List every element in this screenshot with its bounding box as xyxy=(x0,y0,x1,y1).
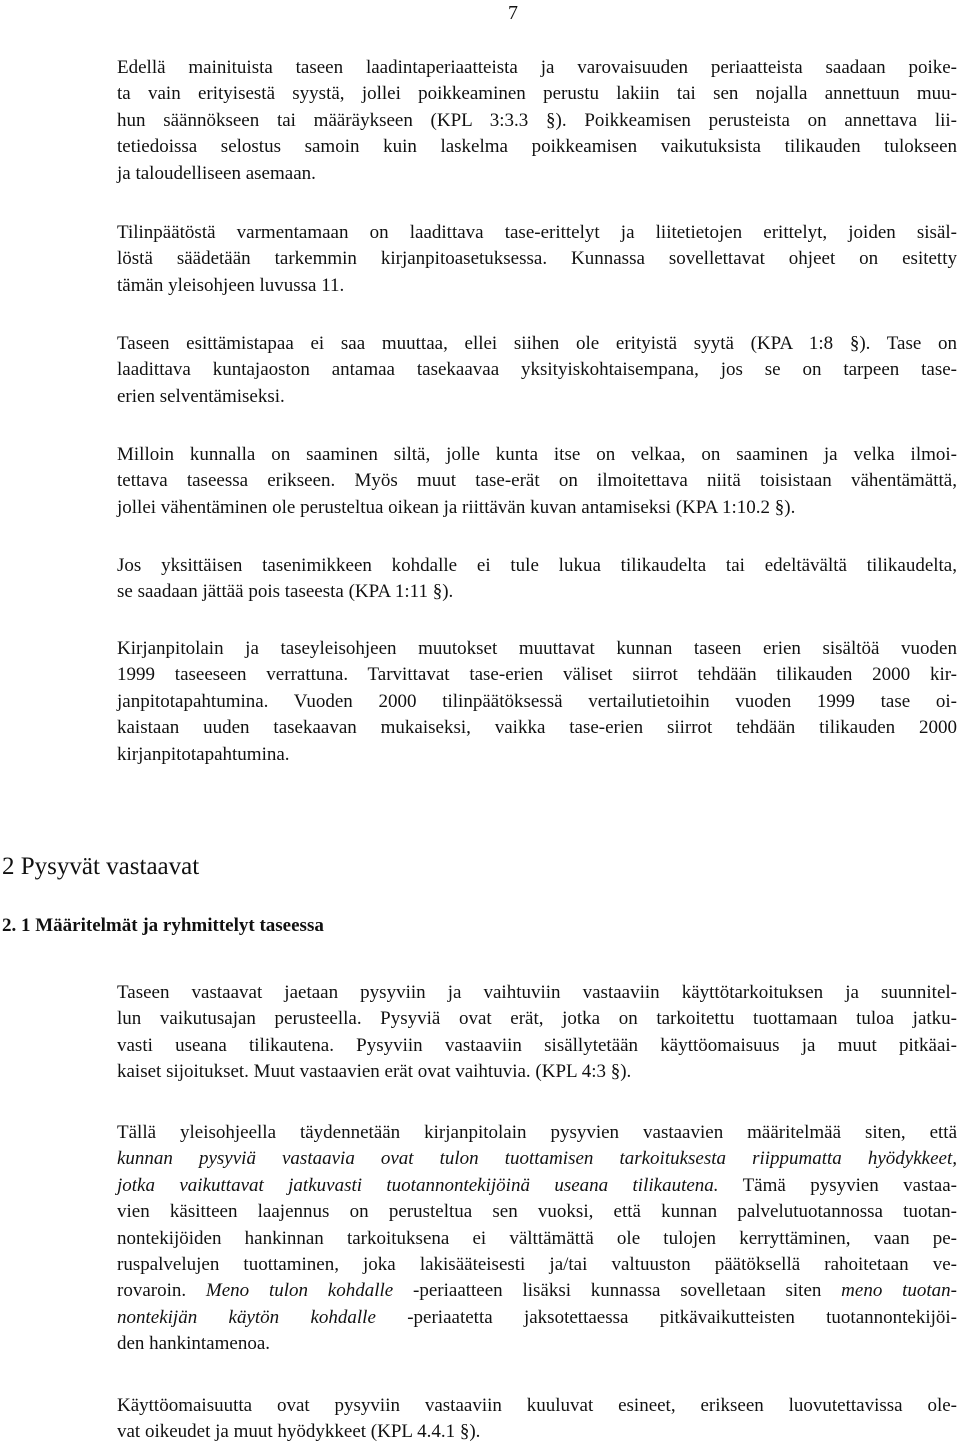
text-line: vien käsitteen laajennus on perusteltua sen vuoksi, että kunnan palvelutuotannossa tuotan- xyxy=(117,1201,957,1223)
paragraph-receivables xyxy=(117,442,957,521)
text-line: Käyttöomaisuutta ovat pysyviin vastaaviin kuuluvat esineet, erikseen luovutettavissa ole- xyxy=(117,1395,957,1416)
text-line: tetiedoissa selostus samoin kuin laskelma poikkeamisen vaikutuksista tilikauden tulokseen xyxy=(117,136,957,158)
text-line: kirjanpitotapahtumina. xyxy=(117,743,290,765)
text-line: Taseen esittämistapaa ei saa muuttaa, ellei siihen ole erityistä syytä (KPA 1:8 §). Tase on xyxy=(117,333,957,354)
text-line: Edellä mainituista taseen laadintaperiaatteista ja varovaisuuden periaatteista saadaan poike- xyxy=(117,57,957,78)
text-line xyxy=(117,1146,957,1172)
page-number: 7 xyxy=(508,2,518,24)
text-line: ja taloudelliseen asemaan. xyxy=(117,162,316,184)
text-line: Taseen vastaavat jaetaan pysyviin ja vaihtuviin vastaaviin käyttötarkoituksen ja suunnitel- xyxy=(117,982,957,1003)
text-line: kaistaan uuden tasekaavan mukaiseksi, vaikka tase-erien siirrot tehdään tilikauden 2000 xyxy=(117,717,957,739)
text-line: vasti useana tilikautena. Pysyviin vastaaviin sisällytetään käyttöomaisuus ja muut pitkäai- xyxy=(117,1034,957,1056)
text-line: hun säännökseen tai määräykseen (KPL 3:3.3 §). Poikkeamisen perusteista on annettava lii- xyxy=(117,109,957,131)
text-line: vat oikeudet ja muut hyödykkeet (KPL 4.4.1 §). xyxy=(117,1421,481,1443)
paragraph-definition xyxy=(117,980,957,1086)
text-line: ruspalvelujen tuottaminen, joka lakisääteisesti ja/tai valtuuston päätöksellä rahoitetaan ve- xyxy=(117,1254,957,1276)
text-line: tämän yleisohjeen luvussa 11. xyxy=(117,274,345,296)
text-fragment: rovaroin. xyxy=(117,1280,206,1302)
paragraph-changes xyxy=(117,636,957,768)
paragraph-verification xyxy=(117,220,957,299)
text-line: Milloin kunnalla on saaminen siltä, jolle kunta itse on velkaa, on saaminen ja velka ilmoi- xyxy=(117,444,957,465)
text-line: kaiset sijoitukset. Muut vastaavien erät ovat vaihtuvia. (KPL 4:3 §). xyxy=(117,1061,632,1083)
text-line: laadittava kuntajaoston antamaa tasekaavaa yksityiskohtaisempana, jos se on tarpeen tase- xyxy=(117,359,957,381)
text-line: se saadaan jättää pois taseesta (KPA 1:11 §). xyxy=(117,581,454,603)
text-line xyxy=(117,1305,957,1331)
text-line: lun vaikutusajan perusteella. Pysyviä ovat erät, jotka on tarkoitettu tuottamaan tuloa jatku- xyxy=(117,1008,957,1030)
subsection-heading: 2. 1 Määritelmät ja ryhmittelyt taseessa xyxy=(2,915,324,936)
text-line: nontekijöiden hankinnan tarkoituksena ei välttämättä ole tulojen kerryttäminen, vaan pe- xyxy=(117,1227,957,1249)
paragraph-presentation xyxy=(117,331,957,410)
text-line: Tilinpäätöstä varmentamaan on laadittava tase-erittelyt ja liitetietojen erittelyt, joiden sisäl- xyxy=(117,222,957,243)
italic-text: nontekijän käytön kohdalle xyxy=(117,1306,376,1328)
paragraph-supplement xyxy=(117,1120,957,1358)
text-line xyxy=(117,1173,957,1199)
text-fragment: -periaatetta jaksotettaessa pitkävaikutteisten tuotannontekijöi- xyxy=(375,1306,957,1328)
italic-text: Meno tulon kohdalle xyxy=(205,1280,394,1302)
text-line: den hankintamenoa. xyxy=(117,1333,271,1355)
paragraph-deviation xyxy=(117,55,957,187)
text-fragment: Tämä pysyvien vastaa- xyxy=(718,1174,957,1196)
text-line: tettava taseessa erikseen. Myös muut tase-erät on ilmoitettava niitä toisistaan vähentämättä, xyxy=(117,470,957,492)
section-heading: 2 Pysyvät vastaavat xyxy=(2,853,200,880)
text-line: janpitotapahtumina. Vuoden 2000 tilinpäätöksessä vertailutietoihin vuoden 1999 tase oi- xyxy=(117,690,957,712)
italic-text: meno tuotan- xyxy=(841,1280,957,1302)
text-line: jollei vähentäminen ole perusteltua oikean ja riittävän kuvan antamiseksi (KPA 1:10.2 §). xyxy=(117,496,796,518)
italic-text: kunnan pysyviä vastaavia ovat tulon tuottamisen tarkoituksesta riippumatta hyödykkeet, xyxy=(117,1148,957,1170)
text-line: ta vain erityisestä syystä, jollei poikkeaminen perustu lakiin tai sen nojalla annettuun muu- xyxy=(117,83,957,105)
text-line: löstä säädetään tarkemmin kirjanpitoasetuksessa. Kunnassa sovellettavat ohjeet on esitetty xyxy=(117,248,957,270)
text-line: erien selventämiseksi. xyxy=(117,385,285,407)
text-line: Tällä yleisohjeella täydennetään kirjanpitolain pysyvien vastaavien määritelmää siten, että xyxy=(117,1122,957,1143)
text-line xyxy=(117,1278,957,1304)
italic-text: jotka vaikuttavat jatkuvasti tuotannontekijöinä useana tilikautena. xyxy=(117,1174,719,1196)
paragraph-omission xyxy=(117,553,957,606)
text-line: Jos yksittäisen tasenimikkeen kohdalle ei tule lukua tilikaudelta tai edeltävältä tilikaudelta, xyxy=(117,555,957,576)
paragraph-fixed-assets xyxy=(117,1393,957,1446)
text-line: 1999 taseeseen verrattuna. Tarvittavat tase-erien väliset siirrot tehdään tilikauden 2000 kir- xyxy=(117,664,957,686)
text-fragment: -periaatteen lisäksi kunnassa sovelletaan siten xyxy=(393,1280,842,1302)
text-line: Kirjanpitolain ja taseyleisohjeen muutokset muuttavat kunnan taseen erien sisältöä vuoden xyxy=(117,638,957,659)
